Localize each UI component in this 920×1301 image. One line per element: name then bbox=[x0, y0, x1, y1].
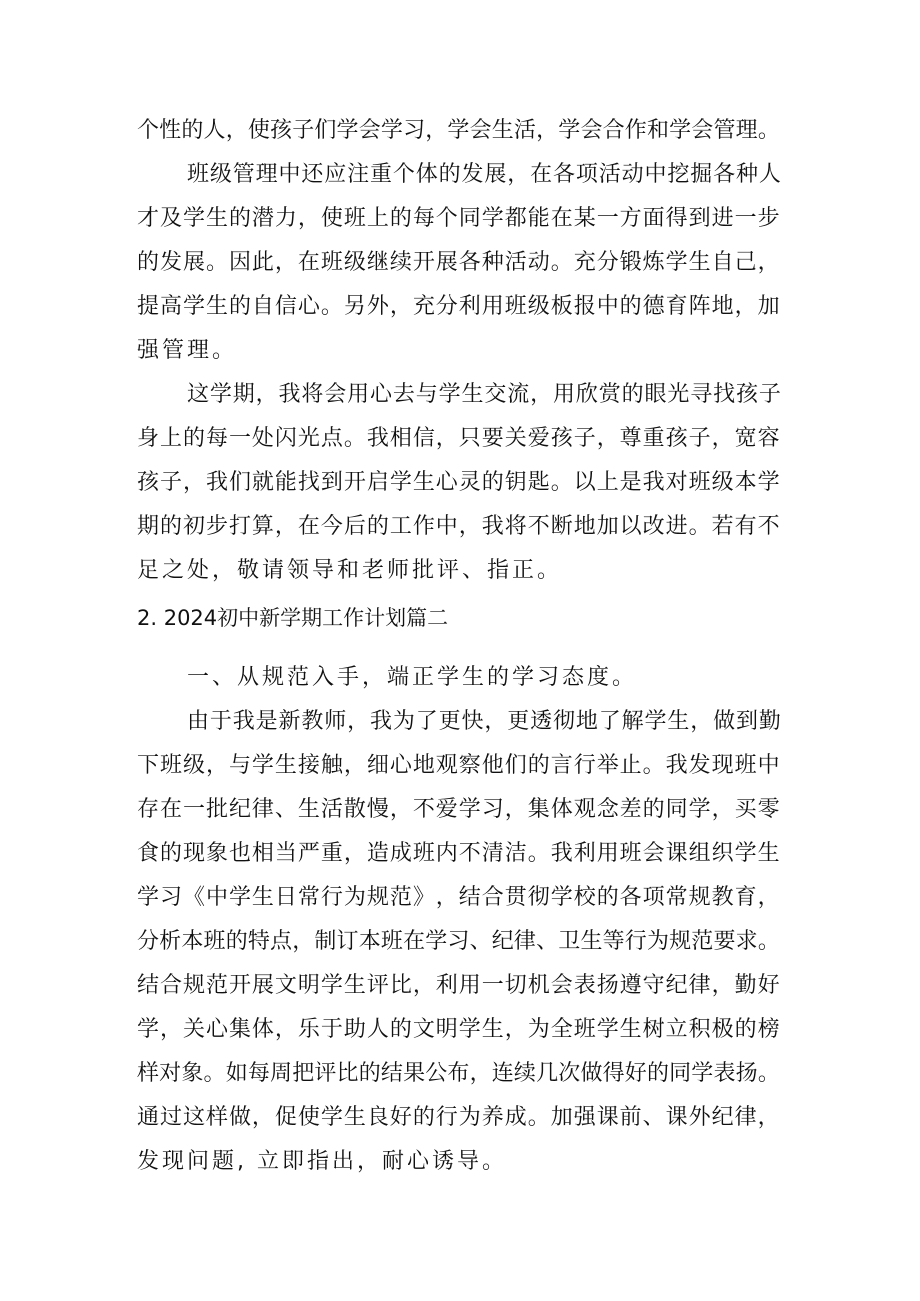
text-line: 样 对 象 。 如 每 周 把 评 比 的 结 果 公 布 ， 连 续 几 次 做 得 好 的 同 学 表 扬 。 bbox=[137, 1061, 780, 1086]
text-line: 孩 子 ， 我 们 就 能 找 到 开 启 学 生 心 灵 的 钥 匙 。 以 上 是 我 对 班 级 本 学 bbox=[137, 470, 780, 495]
text-line: 发现问题, 立即指出，耐心诱导。 bbox=[137, 1149, 507, 1174]
text-line: 身 上 的 每 一 处 闪 光 点 。 我 相 信 ， 只 要 关 爱 孩 子 ， 尊 重 孩 子 ， 宽 容 bbox=[137, 426, 780, 451]
text-line: 学 习 《 中 学 生 日 常 行 为 规 范 》 ， 结 合 贯 彻 学 校 的 各 项 常 规 教 育 ， bbox=[137, 885, 780, 910]
text-line: 强管理。 bbox=[137, 338, 238, 363]
text-line: 分 析 本 班 的 特 点 ， 制 订 本 班 在 学 习 、 纪 律 、 卫 生 等 行 为 规 范 要 求 。 bbox=[137, 929, 780, 954]
text-line: 通 过 这 样 做 ， 促 使 学 生 良 好 的 行 为 养 成 。 加 强 课 前 、 课 外 纪 律 ， bbox=[137, 1105, 780, 1130]
text-line: 足之处，敬请领导和老师批评、指正。 bbox=[137, 558, 563, 583]
text-line: 才 及 学 生 的 潜 力 ， 使 班 上 的 每 个 同 学 都 能 在 某 一 方 面 得 到 进 一 步 bbox=[137, 206, 780, 231]
section-heading: 2. 2024初中新学期工作计划篇二 bbox=[137, 606, 449, 630]
text-line: 下 班 级 ， 与 学 生 接 触 ， 细 心 地 观 察 他 们 的 言 行 举 止 。 我 发 现 班 中 bbox=[137, 753, 780, 778]
text-line: 的 发 展 。 因 此 ， 在 班 级 继 续 开 展 各 种 活 动 。 充 分 锻 炼 学 生 自 己 ， bbox=[137, 250, 780, 275]
text-line: 结 合 规 范 开 展 文 明 学 生 评 比 ， 利 用 一 切 机 会 表 扬 遵 守 纪 律 ， 勤 好 bbox=[137, 973, 780, 998]
text-line: 一、从规范入手，端正学生的学习态度。 bbox=[187, 665, 638, 690]
text-line: 期 的 初 步 打 算 ， 在 今 后 的 工 作 中 ， 我 将 不 断 地 加 以 改 进 。 若 有 不 bbox=[137, 514, 780, 539]
text-line: 这 学 期 ， 我 将 会 用 心 去 与 学 生 交 流 ， 用 欣 赏 的 眼 光 寻 找 孩 子 bbox=[187, 382, 781, 407]
text-line: 班 级 管 理 中 还 应 注 重 个 体 的 发 展 ， 在 各 项 活 动 中 挖 掘 各 种 人 bbox=[187, 162, 781, 187]
text-line: 食 的 现 象 也 相 当 严 重 ， 造 成 班 内 不 清 洁 。 我 利 用 班 会 课 组 织 学 生 bbox=[137, 841, 780, 866]
text-line: 提 高 学 生 的 自 信 心 。 另 外 ， 充 分 利 用 班 级 板 报 中 的 德 育 阵 地 ， 加 bbox=[137, 294, 780, 319]
text-line: 存 在 一 批 纪 律 、 生 活 散 慢 ， 不 爱 学 习 ， 集 体 观 念 差 的 同 学 ， 买 零 bbox=[137, 797, 780, 822]
text-line: 学 ， 关 心 集 体 ， 乐 于 助 人 的 文 明 学 生 ， 为 全 班 学 生 树 立 积 极 的 榜 bbox=[137, 1017, 780, 1042]
text-line: 个 性 的 人 ， 使 孩 子 们 学 会 学 习 ， 学 会 生 活 ， 学 会 合 作 和 学 会 管 理 。 bbox=[137, 118, 780, 143]
text-line: 由 于 我 是 新 教 师 ， 我 为 了 更 快 ， 更 透 彻 地 了 解 学 生 ， 做 到 勤 bbox=[187, 709, 781, 734]
